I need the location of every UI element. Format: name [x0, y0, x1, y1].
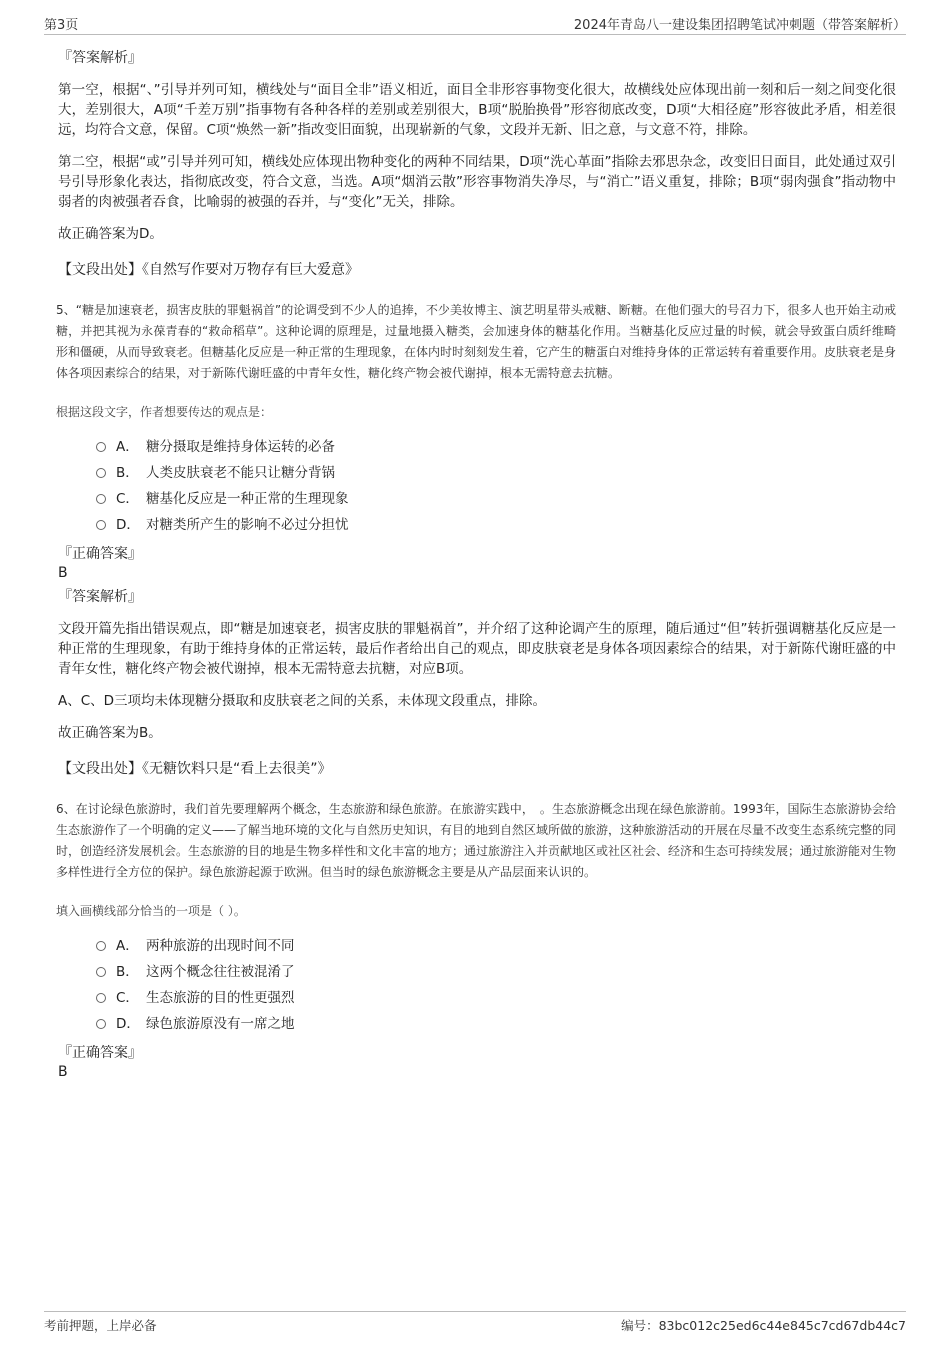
- document-code: [621, 1316, 906, 1334]
- option-text: 糖分摄取是维持身体运转的必备: [146, 439, 335, 455]
- q5-answer: B: [58, 565, 68, 581]
- option-key: A．: [116, 938, 139, 954]
- option-key: B．: [116, 465, 139, 481]
- option-text: 糖基化反应是一种正常的生理现象: [146, 491, 349, 507]
- q5-option-c[interactable]: [96, 486, 896, 512]
- q4-analysis-label: 『答案解析』: [58, 50, 142, 66]
- q5-analysis-paragraph-1: 文段开篇先指出错误观点，即“糖是加速衰老，损害皮肤的罪魁祸首”，并介绍了这种论调产生的原理，随后通过“但”转折强调糖基化反应是一种正常的生理现象，有助于维持身体的正常运转，最后作者给出自己的观点，即皮肤衰老是身体各项因素综合的结果，对于新陈代谢旺盛的中青年女性，糖化终产物会被代谢掉，根本无需特意去抗糖，对应B项。: [58, 621, 896, 677]
- page-content: [56, 44, 896, 1082]
- q6-prompt: 填入画横线部分恰当的一项是（ ）。: [56, 904, 246, 918]
- option-text: 对糖类所产生的影响不必过分担忧: [146, 517, 349, 533]
- radio-icon[interactable]: [96, 967, 106, 977]
- q4-source: 【文段出处】《自然写作要对万物存有巨大爱意》: [58, 262, 359, 278]
- radio-icon[interactable]: [96, 941, 106, 951]
- q5-analysis-label: 『答案解析』: [58, 589, 142, 605]
- option-text: 人类皮肤衰老不能只让糖分背锅: [146, 465, 335, 481]
- radio-icon[interactable]: [96, 442, 106, 452]
- q6-question-text: 6、在讨论绿色旅游时，我们首先要理解两个概念，生态旅游和绿色旅游。在旅游实践中， 。生态旅游概念出现在绿色旅游前。1993年，国际生态旅游协会给生态旅游作了一个明确的定义——了解当地环境的文化与自然历史知识，有目的地到自然区域所做的旅游，这种旅游活动的开展在尽量不改变生态系统完整的同时，创造经济发展机会。生态旅游的目的地是生物多样性和文化丰富的地方；通过旅游注入并贡献地区或社区社会、经济和生态可持续发展；通过旅游能对生物多样性进行全方位的保护。绿色旅游起源于欧洲。但当时的绿色旅游概念主要是从产品层面来认识的。: [56, 802, 897, 879]
- option-text: 这两个概念往往被混淆了: [146, 964, 295, 980]
- q5-analysis-paragraph-2: A、C、D三项均未体现糖分摄取和皮肤衰老之间的关系，未体现文段重点，排除。: [58, 693, 547, 709]
- q5-option-d[interactable]: [96, 512, 896, 538]
- page-footer: [44, 1311, 906, 1336]
- option-key: C．: [116, 491, 139, 507]
- option-text: 两种旅游的出现时间不同: [146, 938, 295, 954]
- q6-option-b[interactable]: [96, 959, 896, 985]
- q5-option-a[interactable]: [96, 434, 896, 460]
- code-label: 编号：: [621, 1318, 659, 1333]
- q5-conclusion: 故正确答案为B。: [58, 725, 162, 741]
- page-header: [44, 12, 906, 35]
- radio-icon[interactable]: [96, 520, 106, 530]
- q6-option-d[interactable]: [96, 1011, 896, 1037]
- q6-answer: B: [58, 1064, 68, 1080]
- page-number: 第3页: [44, 18, 79, 33]
- option-key: A．: [116, 439, 139, 455]
- radio-icon[interactable]: [96, 494, 106, 504]
- document-title: 2024年青岛八一建设集团招聘笔试冲刺题（带答案解析）: [573, 18, 906, 33]
- footer-slogan: 考前押题，上岸必备: [44, 1318, 157, 1333]
- radio-icon[interactable]: [96, 468, 106, 478]
- q6-option-c[interactable]: [96, 985, 896, 1011]
- q4-conclusion: 故正确答案为D。: [58, 226, 163, 242]
- radio-icon[interactable]: [96, 993, 106, 1003]
- option-text: 绿色旅游原没有一席之地: [146, 1016, 295, 1032]
- q6-option-a[interactable]: [96, 933, 896, 959]
- q5-answer-label: 『正确答案』: [58, 546, 142, 562]
- q5-source: 【文段出处】《无糖饮料只是“看上去很美”》: [58, 761, 332, 777]
- option-key: B．: [116, 964, 139, 980]
- q4-analysis-paragraph-2: 第二空，根据“或”引导并列可知，横线处应体现出物种变化的两种不同结果，D项“洗心革面”指除去邪思杂念，改变旧日面目，此处通过双引号引导形象化表达，指彻底改变，符合文意，当选。A项“烟消云散”形容事物消失净尽，与“消亡”语义重复，排除；B项“弱肉强食”指动物中弱者的肉被强者吞食，比喻弱的被强的吞并，与“变化”无关，排除。: [58, 154, 896, 210]
- q6-answer-label: 『正确答案』: [58, 1045, 142, 1061]
- q4-analysis-paragraph-1: 第一空，根据“、”引导并列可知，横线处与“面目全非”语义相近，面目全非形容事物变化很大，故横线处应体现出前一刻和后一刻之间变化很大，差别很大，A项“千差万别”指事物有各种各样的差别或差别很大，B项“脱胎换骨”形容彻底改变，D项“大相径庭”形容彼此矛盾，相差很远，均符合文意，保留。C项“焕然一新”指改变旧面貌，出现崭新的气象，文段并无新、旧之意，与文意不符，排除。: [58, 82, 896, 138]
- q5-option-b[interactable]: [96, 460, 896, 486]
- option-key: D．: [116, 1016, 140, 1032]
- option-key: D．: [116, 517, 140, 533]
- q5-options: [96, 434, 896, 538]
- q5-question-text: 5、“糖是加速衰老，损害皮肤的罪魁祸首”的论调受到不少人的追捧，不少美妆博主、演艺明星带头戒糖、断糖。在他们强大的号召力下，很多人也开始主动戒糖，并把其视为永葆青春的“救命稻草”。这种论调的原理是，过量地摄入糖类，会加速身体的糖基化作用。当糖基化反应过量的时候，就会导致蛋白质纤维畸形和僵硬，从而导致衰老。但糖基化反应是一种正常的生理现象，在体内时时刻刻发生着，它产生的糖蛋白对维持身体的正常运转有着重要作用。皮肤衰老是身体各项因素综合的结果，对于新陈代谢旺盛的中青年女性，糖化终产物会被代谢掉，根本无需特意去抗糖。: [56, 303, 897, 380]
- q6-options: [96, 933, 896, 1037]
- option-key: C．: [116, 990, 139, 1006]
- code-value: 83bc012c25ed6c44e845c7cd67db44c7: [658, 1318, 906, 1333]
- q5-prompt: 根据这段文字，作者想要传达的观点是：: [56, 405, 273, 419]
- option-text: 生态旅游的目的性更强烈: [146, 990, 295, 1006]
- radio-icon[interactable]: [96, 1019, 106, 1029]
